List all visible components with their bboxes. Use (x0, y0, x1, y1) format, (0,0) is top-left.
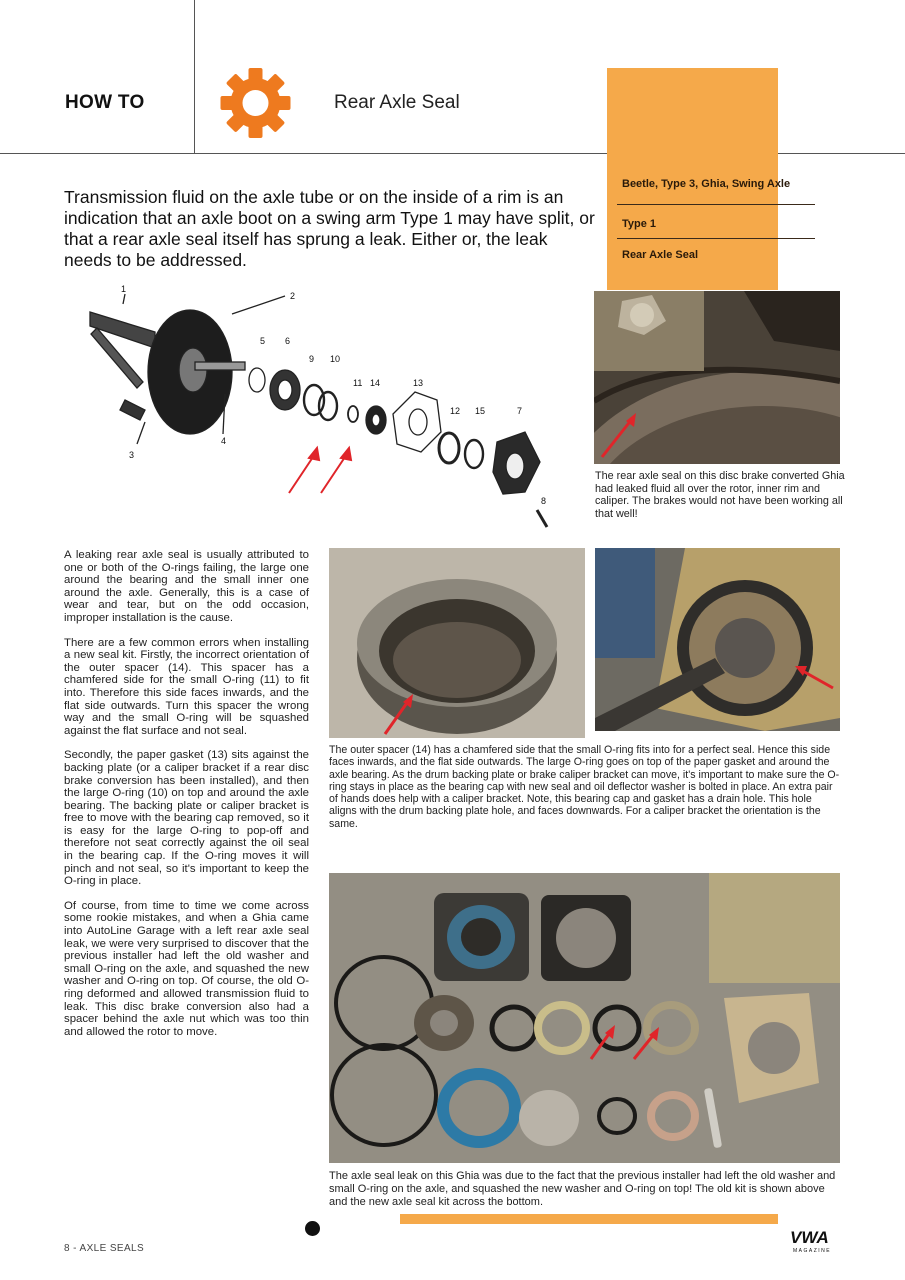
part-label: 14 (370, 378, 381, 388)
part-label: 1 (121, 284, 127, 294)
part-label: 12 (450, 406, 461, 416)
magazine-logo-sub: MAGAZINE (793, 1248, 832, 1254)
part-label: 15 (475, 406, 486, 416)
part-label: 13 (413, 378, 424, 388)
intro-paragraph: Transmission fluid on the axle tube or on the inside of a rim is an indication that an axle boot on a swing arm Type 1 may have split, or that a rear axle seal itself has sprung a leak. Either or, the leak needs to be addressed. (64, 187, 595, 270)
body-paragraph: A leaking rear axle seal is usually attributed to one or both of the O-rings failing, the large one around the bearing and the small inner one around the axle. Generally, this is a case of wear and tear, but on the odd occasion, improper installation is the cause. (64, 549, 309, 624)
part-label: 5 (260, 336, 266, 346)
page-dot (305, 1221, 320, 1236)
header-divider (194, 0, 195, 153)
part-label: 6 (285, 336, 291, 346)
tag-divider (617, 238, 815, 239)
body-paragraph: There are a few common errors when installing a new seal kit. Firstly, the incorrect orientation of the outer spacer (14). This spacer has a chamfered side for the small O-ring (11) to fit into. Therefore this side faces inwards, and the flat side outwards. Turn this spacer the wrong way and the small O-ring will be squashed against the flat surface and not seal. (64, 636, 309, 737)
photo-bearing-cap (595, 548, 840, 731)
photo-leaking-rotor (594, 291, 840, 464)
page-footer: 8 - AXLE SEALS (64, 1243, 145, 1254)
caption-spacer: The outer spacer (14) has a chamfered side that the small O-ring fits into for a perfect seal. Hence this side faces inwards, and the flat side outwards. The large O-ring goes on top of the paper gasket and around the axle bearing. As the drum backing plate or brake caliper bracket can move, it's important to make sure the O-ring stays in place as the bearing cap with new seal and oil deflector washer is bolted in place. An extra pair of hands does help with a caliper bracket. Note, this bearing cap and gasket has a drain hole. This hole aligns with the drum backing plate hole, and faces downwards. For a caliper bracket the orientation is the same. (329, 744, 840, 830)
body-paragraph: Of course, from time to time we come across some rookie mistakes, and when a Ghia came into AutoLine Garage with a left rear axle seal leak, we were very surprised to discover that the previous installer had left the old washer and small O-ring on the axle, and squashed the new washer and O-ring on top. Of course, the old O-ring deformed and allowed transmission fluid to leak. This disc brake conversion also had a spacer behind the axle nut which was too thin and allowed the rotor to move. (64, 899, 309, 1038)
body-text (64, 549, 309, 1050)
photo-seal-kit (329, 873, 840, 1163)
tag-topic: Rear Axle Seal (622, 249, 699, 261)
part-label: 11 (353, 378, 363, 388)
part-label: 4 (221, 436, 227, 446)
photo-outer-spacer (329, 548, 585, 738)
part-label: 9 (309, 354, 315, 364)
caption-rotor: The rear axle seal on this disc brake converted Ghia had leaked fluid all over the rotor, inner rim and caliper. The brakes would not have been working all that well! (595, 470, 845, 520)
page-title: Rear Axle Seal (334, 92, 460, 113)
part-label: 8 (541, 496, 547, 506)
accent-bar (400, 1214, 778, 1224)
tag-models: Beetle, Type 3, Ghia, Swing Axle (622, 178, 791, 190)
caption-kit: The axle seal leak on this Ghia was due to the fact that the previous installer had left the old washer and small O-ring on the axle, and squashed the new washer and O-ring on top! The old kit is shown above and the new axle seal kit across the bottom. (329, 1170, 836, 1208)
tag-divider (617, 204, 815, 205)
part-label: 10 (330, 354, 341, 364)
section-label: HOW TO (65, 92, 145, 113)
body-paragraph: Secondly, the paper gasket (13) sits against the backing plate (or a caliper bracket if a rear disc brake conversion has been installed), and then the large O-ring (10) on top and around the axle bearing. The backing plate or caliper bracket is free to move with the bearing cap removed, so it is easy for the large O-ring to pop-off and therefore not seat correctly against the oil seal in the bearing cap. If the O-ring moves it will pinch and not seal, so it's important to keep the O-ring in place. (64, 749, 309, 888)
gear-icon (213, 68, 298, 138)
part-label: 2 (290, 291, 296, 301)
part-label: 7 (517, 406, 523, 416)
part-label: 3 (129, 450, 135, 460)
exploded-parts-diagram (85, 282, 555, 534)
magazine-logo: VWA (790, 1228, 829, 1247)
tag-type: Type 1 (622, 218, 657, 230)
